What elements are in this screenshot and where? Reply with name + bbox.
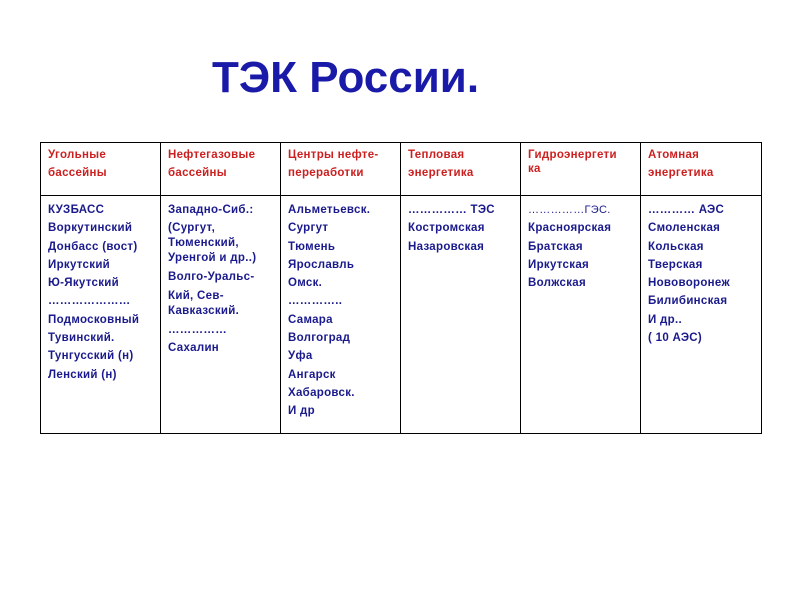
header-coal-line-2: бассейны	[48, 167, 107, 179]
coal-item: Воркутинский	[48, 222, 133, 235]
oil-gas-item: Сахалин	[168, 341, 220, 354]
refining-item: И др	[288, 405, 315, 418]
thermal-item: …………… ТЭС	[408, 204, 495, 216]
header-thermal-line-1: Тепловая	[408, 149, 465, 161]
header-cell-thermal	[401, 143, 521, 196]
oil-gas-item: Волго-Уральс-	[168, 271, 255, 284]
hydro-item: Волжская	[528, 277, 587, 290]
cell-hydro	[521, 196, 641, 434]
header-oil-gas-line-2: бассейны	[168, 167, 227, 179]
refining-item: Альметьевск.	[288, 204, 371, 216]
cell-thermal	[401, 196, 521, 434]
coal-item: Донбасс (вост)	[48, 240, 138, 253]
nuclear-item: Кольская	[648, 240, 704, 253]
refining-item: Омск.	[288, 277, 323, 290]
header-cell-hydro	[521, 143, 641, 196]
header-cell-oil-gas	[161, 143, 281, 196]
tek-table	[40, 142, 762, 434]
coal-item: Тунгусский (н)	[48, 350, 134, 363]
oil-gas-item: (Сургут, Тюменский, Уренгой и др..)	[168, 222, 257, 265]
header-cell-coal	[41, 143, 161, 196]
refining-item: Самара	[288, 313, 333, 326]
refining-item: Ангарск	[288, 368, 336, 381]
nuclear-item: Тверская	[648, 258, 703, 271]
header-hydro-line-2: ка	[528, 163, 541, 175]
refining-item: Ярославль	[288, 258, 355, 271]
cell-oil-gas	[161, 196, 281, 434]
nuclear-item: ………… АЭС	[648, 204, 725, 216]
coal-item: Подмосковный	[48, 313, 140, 326]
header-oil-gas-line-1: Нефтегазовые	[168, 149, 256, 161]
header-hydro-line-1: Гидроэнергети	[528, 149, 617, 161]
header-coal-line-1: Угольные	[48, 149, 107, 161]
coal-item: Ю-Якутский	[48, 277, 120, 290]
refining-item: Хабаровск.	[288, 386, 355, 399]
oil-gas-item: ……………	[168, 323, 227, 336]
thermal-item: Назаровская	[408, 240, 485, 253]
nuclear-item: Билибинская	[648, 295, 728, 308]
hydro-item: ……………ГЭС.	[528, 204, 611, 216]
coal-item: Ленский (н)	[48, 368, 117, 381]
hydro-item: Братская	[528, 240, 583, 253]
slide-title: ТЭК России.	[212, 53, 480, 102]
coal-item: Тувинский.	[48, 332, 115, 345]
nuclear-item: ( 10 АЭС)	[648, 332, 703, 345]
header-refining-line-2: переработки	[288, 167, 364, 179]
header-cell-nuclear	[641, 143, 762, 196]
cell-coal	[41, 196, 161, 434]
oil-gas-item: Кий, Сев-Кавказский.	[168, 289, 240, 317]
header-nuclear-line-2: энергетика	[648, 167, 714, 179]
cell-refining	[281, 196, 401, 434]
table-body-row	[41, 196, 762, 434]
refining-item: Сургут	[288, 222, 329, 235]
header-thermal-line-2: энергетика	[408, 167, 474, 179]
refining-item: …………..	[288, 295, 343, 308]
coal-item: …………………	[48, 295, 131, 308]
refining-item: Волгоград	[288, 332, 351, 345]
header-nuclear-line-1: Атомная	[648, 149, 700, 161]
hydro-item: Красноярская	[528, 222, 612, 235]
thermal-item: Костромская	[408, 222, 485, 235]
coal-item: Иркутский	[48, 258, 111, 271]
coal-item: КУЗБАСС	[48, 204, 105, 216]
header-refining-line-1: Центры нефте-	[288, 149, 379, 161]
cell-nuclear	[641, 196, 762, 434]
table-header-row	[41, 143, 762, 196]
nuclear-item: Нововоронеж	[648, 277, 730, 290]
header-cell-refining	[281, 143, 401, 196]
hydro-item: Иркутская	[528, 258, 590, 271]
nuclear-item: И др..	[648, 313, 682, 326]
refining-item: Уфа	[288, 350, 313, 363]
nuclear-item: Смоленская	[648, 222, 721, 235]
oil-gas-item: Западно-Сиб.:	[168, 204, 254, 216]
refining-item: Тюмень	[288, 240, 336, 253]
